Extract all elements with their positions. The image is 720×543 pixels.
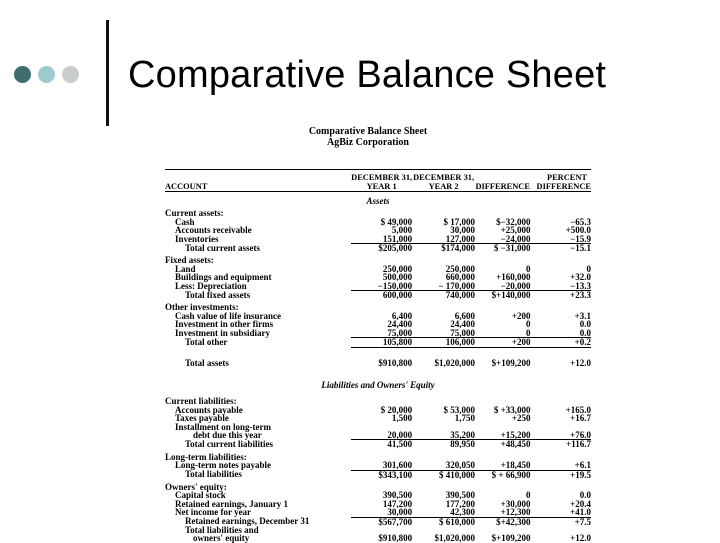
table-row (165, 291, 591, 300)
row-label: Fixed assets: (165, 255, 214, 266)
header-difference: DIFFERENCE (475, 182, 530, 191)
difference-value: 0 (475, 329, 530, 338)
header-pct-b: DIFFERENCE (536, 182, 591, 191)
row-label: Installment on long-term (175, 421, 271, 432)
row-label: Total liabilities (185, 469, 242, 480)
row-label: Long-term liabilities: (165, 451, 247, 462)
year1-value: 600,000 (382, 290, 413, 301)
year2-value: $ 53,000 (443, 404, 476, 415)
year2-value: − 170,000 (412, 282, 475, 291)
year2-value: 24,400 (450, 319, 476, 330)
year2-value: 740,000 (445, 290, 476, 301)
percent-value: +7.5 (574, 516, 591, 527)
year1-value: $910,800 (378, 533, 413, 543)
row-label: debt due this year (193, 430, 262, 441)
year1-value: 301,600 (351, 461, 412, 470)
percent-value: +0.2 (530, 338, 591, 347)
bullet-dots (14, 66, 79, 83)
year1-value: $343,100 (378, 469, 413, 480)
percent-value (530, 256, 591, 264)
row-label: Total liabilities and (185, 525, 259, 535)
percent-value: +165.0 (565, 404, 591, 415)
header-year1-a: DECEMBER 31, (351, 173, 413, 182)
row-label: Cash value of life insurance (175, 310, 282, 321)
assets-heading: Assets (366, 196, 390, 206)
percent-value: 0.0 (579, 319, 591, 330)
difference-value: 0 (525, 263, 531, 274)
year1-value: $ 20,000 (380, 404, 413, 415)
percent-value: +20.4 (570, 498, 591, 509)
year2-value: 6,600 (454, 310, 476, 321)
header-year2-b: YEAR 2 (428, 182, 459, 191)
percent-value: +16.7 (570, 413, 591, 424)
percent-value: +6.1 (530, 461, 591, 470)
row-label: Investment in other firms (175, 319, 274, 330)
year1-value: 24,400 (387, 319, 413, 330)
header-year1-b: YEAR 1 (366, 182, 397, 191)
year1-value: 5,000 (391, 225, 413, 236)
percent-value: 0.0 (579, 490, 591, 501)
year2-value: 106,000 (412, 338, 475, 347)
dot-light (38, 66, 55, 83)
percent-value: +3.1 (574, 310, 591, 321)
year2-value: 1,750 (454, 413, 476, 424)
row-label: Capital stock (175, 490, 226, 501)
dot-grey (62, 66, 79, 83)
year2-value: 42,300 (412, 508, 475, 517)
difference-value (475, 256, 530, 264)
year1-value: 30,000 (351, 508, 412, 517)
document-title: Comparative Balance Sheet (308, 126, 428, 137)
difference-value: +18,450 (475, 461, 530, 470)
row-label: Current assets: (165, 208, 224, 219)
header-account: ACCOUNT (165, 182, 208, 191)
row-label: Owners' equity: (165, 481, 227, 492)
year1-value: $567,700 (378, 516, 413, 527)
table-row (165, 534, 591, 542)
year1-value: 105,800 (351, 338, 412, 347)
row-label: Total current liabilities (185, 439, 274, 450)
percent-value: +12.0 (570, 357, 591, 368)
year1-value: 41,500 (387, 439, 413, 450)
row-label: Buildings and equipment (175, 272, 272, 283)
percent-value: 0.0 (530, 329, 591, 338)
difference-value: $+109,200 (491, 357, 531, 368)
year1-value: 6,400 (391, 310, 413, 321)
row-label: Long-term notes payable (175, 460, 271, 471)
difference-value: 0 (525, 319, 531, 330)
year2-value: 250,000 (445, 263, 476, 274)
difference-value: +160,000 (496, 272, 531, 283)
year1-value: 250,000 (382, 263, 413, 274)
company-name: AgBiz Corporation (327, 137, 409, 148)
percent-value: −15.1 (570, 243, 591, 254)
row-label: Accounts receivable (175, 225, 252, 236)
year1-value: 1,500 (391, 413, 413, 424)
difference-value: −24,000 (475, 235, 530, 244)
difference-value: $ −31,000 (493, 243, 531, 254)
difference-value: 0 (525, 490, 531, 501)
difference-value: −20,000 (475, 282, 530, 291)
year1-value: 390,500 (382, 490, 413, 501)
difference-value: $+140,000 (491, 290, 531, 301)
title-divider (106, 20, 109, 126)
year2-value: 660,000 (445, 272, 476, 283)
row-label: Net income for year (175, 507, 252, 518)
year2-value: $174,000 (441, 243, 476, 254)
row-label: Current liabilities: (165, 396, 237, 407)
spacer-row (165, 347, 591, 359)
year1-value: 20,000 (351, 431, 412, 440)
percent-value: +116.7 (566, 439, 591, 450)
difference-value: $+42,300 (496, 516, 531, 527)
difference-value: $ +33,000 (493, 404, 531, 415)
year2-value: 127,000 (412, 235, 475, 244)
year2-value: 390,500 (445, 490, 476, 501)
year2-value: $ 410,000 (439, 469, 476, 480)
year1-value: 147,200 (382, 498, 413, 509)
percent-value: −15.9 (530, 235, 591, 244)
row-label: Inventories (175, 233, 219, 244)
percent-value: +19.5 (570, 469, 591, 480)
difference-value: $−32,000 (496, 216, 531, 227)
difference-value: +200 (475, 338, 530, 347)
year1-value: $ 49,000 (380, 216, 413, 227)
liabilities-heading: Liabilities and Owners' Equity (321, 379, 435, 390)
row-label: Other investments: (165, 302, 239, 313)
year2-value: 89,950 (450, 439, 476, 450)
row-label: Total assets (185, 357, 229, 368)
row-label: Taxes payable (175, 413, 229, 424)
table-row (165, 244, 591, 253)
difference-value: $ + 66,900 (491, 469, 531, 480)
table-row (165, 440, 591, 449)
year1-value: 500,000 (382, 272, 413, 283)
year2-value: 75,000 (412, 329, 475, 338)
percent-value: +12.0 (570, 533, 591, 543)
year1-value: $910,800 (378, 357, 413, 368)
difference-value: +15,200 (475, 431, 530, 440)
row-label: Investment in subsidiary (175, 327, 271, 338)
difference-value: +200 (511, 310, 531, 321)
year1-value: 75,000 (351, 329, 412, 338)
year2-value: $1,020,000 (434, 533, 476, 543)
row-label: Total current assets (185, 242, 260, 253)
percent-value: +41.0 (530, 508, 591, 517)
row-label: Cash (175, 216, 195, 227)
percent-value: +23.3 (570, 290, 591, 301)
dot-dark (14, 66, 31, 83)
difference-value (475, 483, 530, 491)
year2-value: 320,050 (412, 461, 475, 470)
balance-sheet-document (165, 126, 591, 543)
year1-value: $205,000 (378, 243, 413, 254)
difference-value: $+109,200 (491, 533, 531, 543)
percent-value: +32.0 (570, 272, 591, 283)
year1-value: 151,000 (351, 235, 412, 244)
row-label: Land (175, 263, 196, 274)
row-label: Total other (185, 337, 228, 348)
difference-value: +30,000 (500, 498, 531, 509)
table-row (165, 359, 591, 367)
year2-value: 30,000 (450, 225, 476, 236)
year1-value: −150,000 (351, 282, 412, 291)
percent-value: +500.0 (565, 225, 591, 236)
difference-value: +25,000 (500, 225, 531, 236)
table-row (165, 470, 591, 479)
header-year2-a: DECEMBER 31, (413, 173, 475, 182)
row-label: owners' equity (193, 533, 250, 543)
table-row (165, 338, 591, 347)
row-label: Retained earnings, January 1 (175, 498, 289, 509)
year2-value: $1,020,000 (434, 357, 476, 368)
difference-value: +250 (511, 413, 531, 424)
row-label: Less: Depreciation (175, 280, 247, 291)
year2-value: 35,200 (412, 431, 475, 440)
difference-value: +48,450 (500, 439, 531, 450)
row-label: Retained earnings, December 31 (185, 516, 310, 527)
header-row (165, 170, 591, 192)
percent-value: −65.3 (570, 216, 591, 227)
year2-value: $ 17,000 (443, 216, 476, 227)
slide-title: Comparative Balance Sheet (128, 54, 607, 96)
balance-sheet-table (165, 170, 591, 543)
percent-value: 0 (586, 263, 591, 274)
header-pct-a: PERCENT (546, 173, 587, 182)
year2-value: $ 610,000 (439, 516, 476, 527)
percent-value: +76.0 (530, 431, 591, 440)
difference-value: +12,300 (475, 508, 530, 517)
row-label: Accounts payable (175, 404, 243, 415)
row-label: Total fixed assets (185, 289, 251, 300)
percent-value: −13.3 (530, 282, 591, 291)
year2-value: 177,200 (445, 498, 476, 509)
